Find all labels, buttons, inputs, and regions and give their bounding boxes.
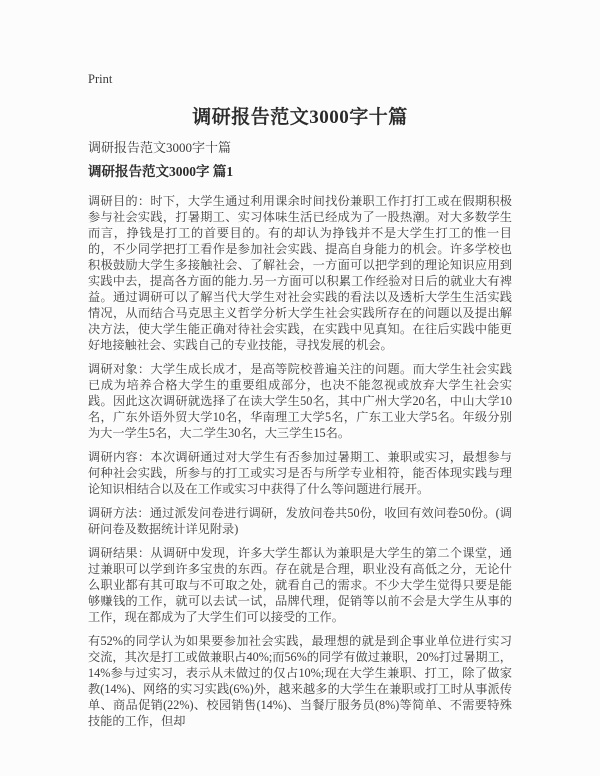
paragraph-survey-results: 调研结果：从调研中发现，许多大学生都认为兼职是大学生的第二个课堂，通过兼职可以学到许多宝贵的东西。存在就是合理，职业没有高低之分，无论什么职业都有其可取与不可取之处，就看自己的需求。不少大学生觉得只要是能够赚钱的工作，就可以去试一试，品牌代理，促销等以前不会是大学生从事的工作，现在都成为了大学生们可以接受的工作。: [88, 546, 512, 624]
article-body: [88, 193, 512, 729]
print-link[interactable]: Print: [88, 72, 113, 86]
section-heading-part1: 调研报告范文3000字 篇1: [88, 164, 234, 179]
paragraph-survey-content: 调研内容：本次调研通过对大学生有否参加过暑期工、兼职或实习，最想参与何种社会实践，所参与的打工或实习是否与所学专业相符，能否体现实践与理论知识相结合以及在工作或实习中获得了什么等问题进行展开。: [88, 450, 512, 496]
paragraph-survey-statistics: 有52%的同学认为如果要参加社会实践，最理想的就是到企事业单位进行实习交流，其次是打工或做兼职占40%;而56%的同学有做过兼职，20%打过暑期工，14%参与过实习，表示从未做过的仅占10%;现在大学生兼职、打工，除了做家教(14%)、网络的实习实践(6%)外，越来越多的大学生在兼职或打工时从事派传单、商品促销(22%)、校园销售(14%)、当餐厅服务员(8%)等简单、不需要特殊技能的工作，但却: [88, 634, 512, 728]
document-subtitle: 调研报告范文3000字十篇: [88, 140, 232, 155]
paragraph-survey-subjects: 调研对象：大学生成长成才，是高等院校普遍关注的问题。而大学生社会实践已成为培养合格大学生的重要组成部分，也决不能忽视或放弃大学生社会实践。因此这次调研就选择了在读大学生50名，其中广州大学20名，中山大学10名，广东外语外贸大学10名，华南理工大学5名，广东工业大学5名。年级分别为大一学生5名，大二学生30名，大三学生15名。: [88, 362, 512, 440]
page-title: 调研报告范文3000字十篇: [192, 107, 408, 128]
paragraph-survey-method: 调研方法：通过派发问卷进行调研，发放问卷共50份，收回有效问卷50份。(调研问卷及数据统计详见附录): [88, 506, 512, 536]
paragraph-survey-purpose: 调研目的：时下，大学生通过利用课余时间找份兼职工作打打工或在假期积极参与社会实践，打暑期工、实习体味生活已经成为了一股热潮。对大多数学生而言，挣钱是打工的首要目的。有的却认为挣钱并不是大学生打工的惟一目的，不少同学把打工看作是参加社会实践、提高自身能力的机会。许多学校也积极鼓励大学生多接触社会、了解社会，一方面可以把学到的理论知识应用到实践中去，提高各方面的能力.另一方面可以积累工作经验对日后的就业大有裨益。通过调研可以了解当代大学生对社会实践的看法以及透析大学生生活实践情况，从而结合马克思主义哲学分析大学生社会实践所存在的问题以及提出解决方法，使大学生能正确对待社会实践，在实践中见真知。在往后实践中能更好地接触社会、实践自己的专业技能，寻找发展的机会。: [88, 194, 512, 352]
